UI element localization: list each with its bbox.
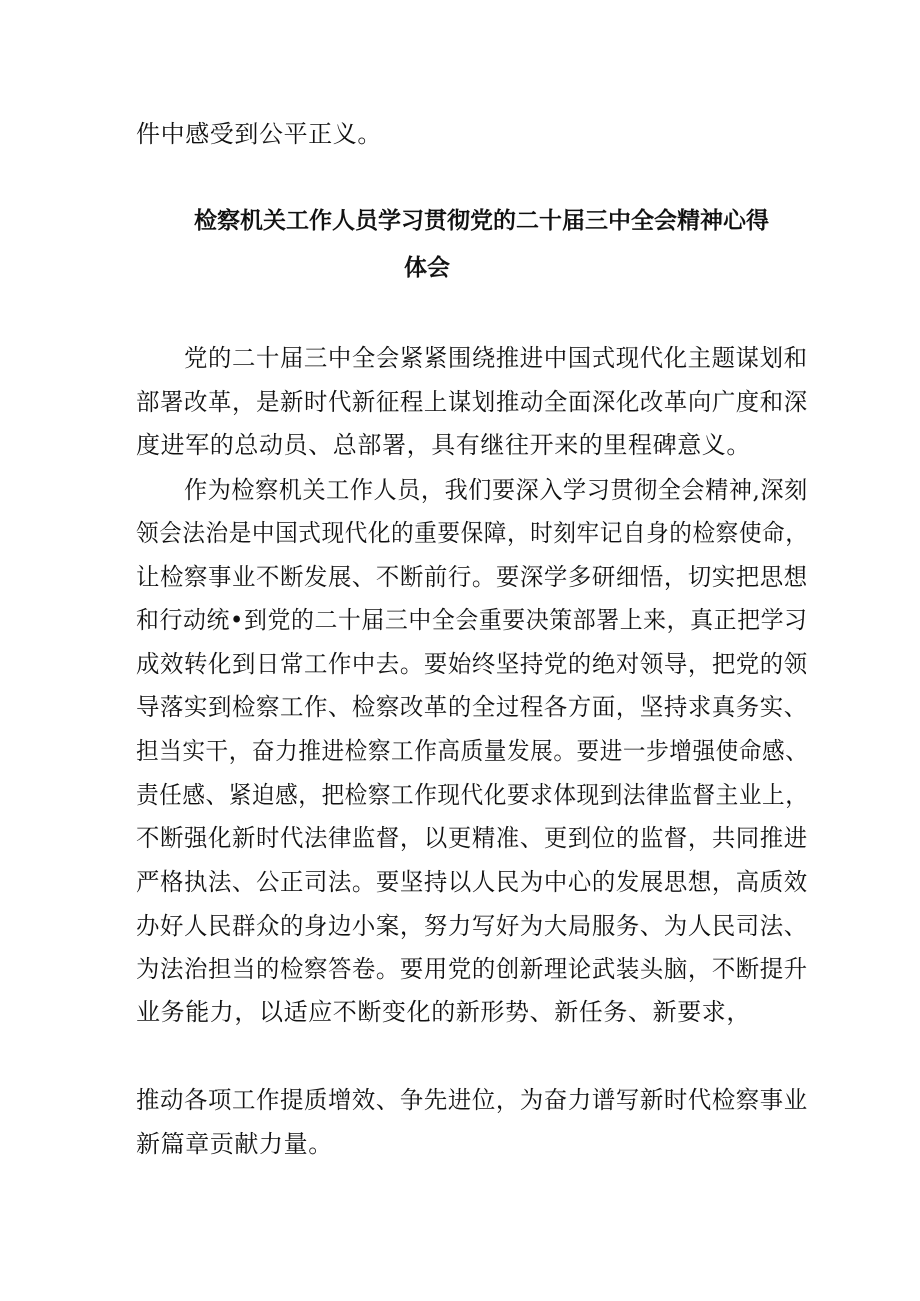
paragraph-2-line-12: 为法治担当的检察答卷。要用党的创新理论武装头脑，不断提升 (136, 955, 808, 983)
paragraph-2-line-8: 责任感、紧迫感，把检察工作现代化要求体现到法律监督主业上， (136, 781, 809, 809)
paragraph-2-line-9: 不断强化新时代法律监督，以更精准、更到位的监督，共同推进 (136, 824, 808, 852)
continuation-line: 件中感受到公平正义。 (136, 120, 382, 148)
article-title-line-1: 检察机关工作人员学习贯彻党的二十届三中全会精神心得 (194, 208, 769, 234)
paragraph-3-line-1: 推动各项工作提质增效、争先进位，为奋力谱写新时代检察事业 (136, 1086, 808, 1114)
paragraph-1-line-1: 党的二十届三中全会紧紧围绕推进中国式现代化主题谋划和 (184, 344, 808, 372)
paragraph-2-line-4: 和行动统•到党的二十届三中全会重要决策部署上来，真正把学习 (136, 606, 808, 634)
paragraph-2-line-3: 让检察事业不断发展、不断前行。要深学多研细悟，切实把思想 (136, 563, 808, 591)
paragraph-2-line-10: 严格执法、公正司法。要坚持以人民为中心的发展思想，高质效 (136, 868, 808, 896)
paragraph-1-line-3: 度进军的总动员、总部署，具有继往开来的里程碑意义。 (136, 431, 751, 459)
paragraph-2-line-13: 业务能力，以适应不断变化的新形势、新任务、新要求， (136, 998, 751, 1026)
paragraph-2-line-6: 导落实到检察工作、检察改革的全过程各方面，坚持求真务实、 (136, 693, 808, 721)
paragraph-2-line-11: 办好人民群众的身边小案，努力写好为大局服务、为人民司法、 (136, 912, 808, 940)
article-title-line-2: 体会 (404, 255, 450, 281)
paragraph-2-line-1: 作为检察机关工作人员，我们要深入学习贯彻全会精神,深刻 (184, 476, 808, 504)
paragraph-1-line-2: 部署改革，是新时代新征程上谋划推动全面深化改革向广度和深 (136, 388, 808, 416)
paragraph-2-line-7: 担当实干，奋力推进检察工作高质量发展。要进一步增强使命感、 (136, 737, 809, 765)
paragraph-2-line-2: 领会法治是中国式现代化的重要保障，时刻牢记自身的检察使命， (136, 519, 809, 547)
paragraph-3-line-2: 新篇章贡献力量。 (136, 1130, 333, 1158)
paragraph-2-line-5: 成效转化到日常工作中去。要始终坚持党的绝对领导，把党的领 (136, 650, 808, 678)
